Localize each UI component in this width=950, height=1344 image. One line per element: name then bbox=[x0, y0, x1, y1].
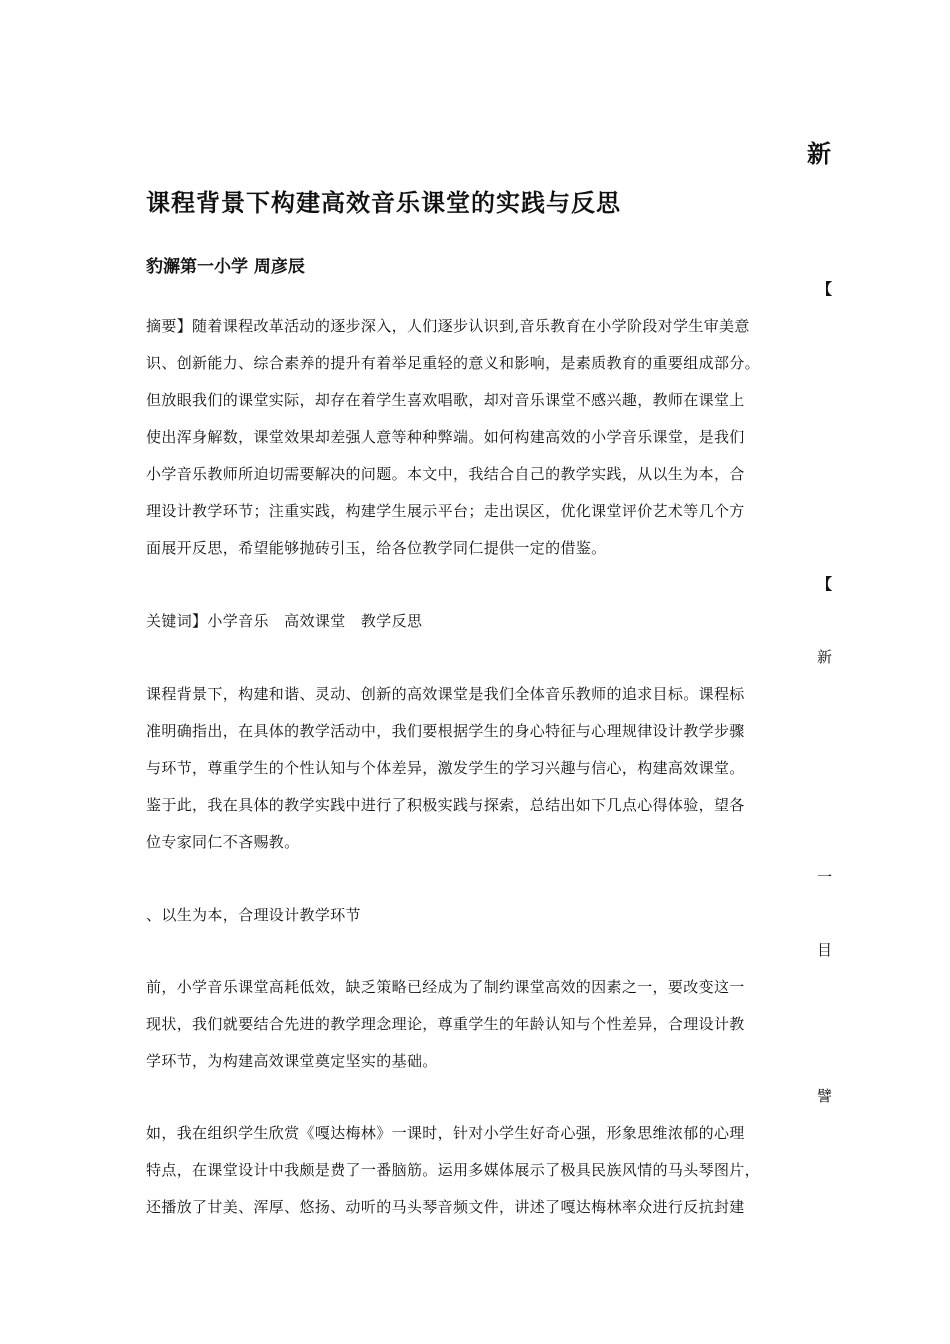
abstract-line: 摘要】随着课程改革活动的逐步深入，人们逐步认识到,音乐教育在小学阶段对学生审美意 bbox=[146, 317, 750, 335]
abstract-line: 小学音乐教师所迫切需要解决的问题。本文中，我结合自己的教学实践，从以生为本，合 bbox=[146, 465, 745, 483]
abstract-line: 但放眼我们的课堂实际，却存在着学生喜欢唱歌，却对音乐课堂不感兴趣，教师在课堂上 bbox=[146, 391, 745, 409]
abstract-line: 理设计教学环节；注重实践，构建学生展示平台；走出误区，优化课堂评价艺术等几个方 bbox=[146, 502, 745, 520]
intro-first-char: 新 bbox=[816, 648, 832, 666]
section1-first-char: 一 bbox=[816, 868, 832, 886]
keywords-bracket: 【 bbox=[816, 575, 832, 593]
para3-line: 还播放了甘美、浑厚、悠扬、动听的马头琴音频文件，讲述了嘎达梅林率众进行反抗封建 bbox=[146, 1198, 745, 1216]
para2-line: 现状，我们就要结合先进的教学理念理论，尊重学生的年龄认知与个性差异，合理设计教 bbox=[146, 1015, 745, 1033]
title-first-char: 新 bbox=[807, 140, 832, 168]
section1-heading: 、以生为本，合理设计教学环节 bbox=[146, 906, 361, 924]
para2-first-char: 目 bbox=[816, 941, 832, 959]
abstract-bracket: 【 bbox=[816, 280, 832, 298]
para2-line: 学环节，为构建高效课堂奠定坚实的基础。 bbox=[146, 1052, 438, 1070]
abstract-line: 面展开反思，希望能够抛砖引玉，给各位教学同仁提供一定的借鉴。 bbox=[146, 539, 607, 557]
para3-first-char: 譬 bbox=[816, 1087, 832, 1105]
intro-line: 准明确指出，在具体的教学活动中，我们要根据学生的身心特征与心理规律设计教学步骤 bbox=[146, 722, 745, 740]
abstract-line: 识、创新能力、综合素养的提升有着举足重轻的意义和影响，是素质教育的重要组成部分。 bbox=[146, 354, 761, 372]
intro-line: 与环节，尊重学生的个性认知与个体差异，激发学生的学习兴趣与信心，构建高效课堂。 bbox=[146, 759, 745, 777]
intro-line: 鉴于此，我在具体的教学实践中进行了积极实践与探索，总结出如下几点心得体验，望各 bbox=[146, 796, 745, 814]
intro-line: 课程背景下，构建和谐、灵动、创新的高效课堂是我们全体音乐教师的追求目标。课程标 bbox=[146, 685, 745, 703]
para3-line: 如，我在组织学生欣赏《嘎达梅林》一课时，针对小学生好奇心强，形象思维浓郁的心理 bbox=[146, 1124, 745, 1142]
abstract-line: 使出浑身解数，课堂效果却差强人意等种种弊端。如何构建高效的小学音乐课堂，是我们 bbox=[146, 428, 745, 446]
author-line: 豹澥第一小学 周彦辰 bbox=[146, 257, 305, 277]
keywords-line: 关键词】小学音乐 高效课堂 教学反思 bbox=[146, 612, 423, 630]
para2-line: 前，小学音乐课堂高耗低效，缺乏策略已经成为了制约课堂高效的因素之一，要改变这一 bbox=[146, 978, 745, 996]
intro-line: 位专家同仁不吝赐教。 bbox=[146, 833, 300, 851]
para3-line: 特点，在课堂设计中我颇是费了一番脑筋。运用多媒体展示了极具民族风情的马头琴图片， bbox=[146, 1161, 761, 1179]
document-title: 课程背景下构建高效音乐课堂的实践与反思 bbox=[146, 189, 621, 217]
